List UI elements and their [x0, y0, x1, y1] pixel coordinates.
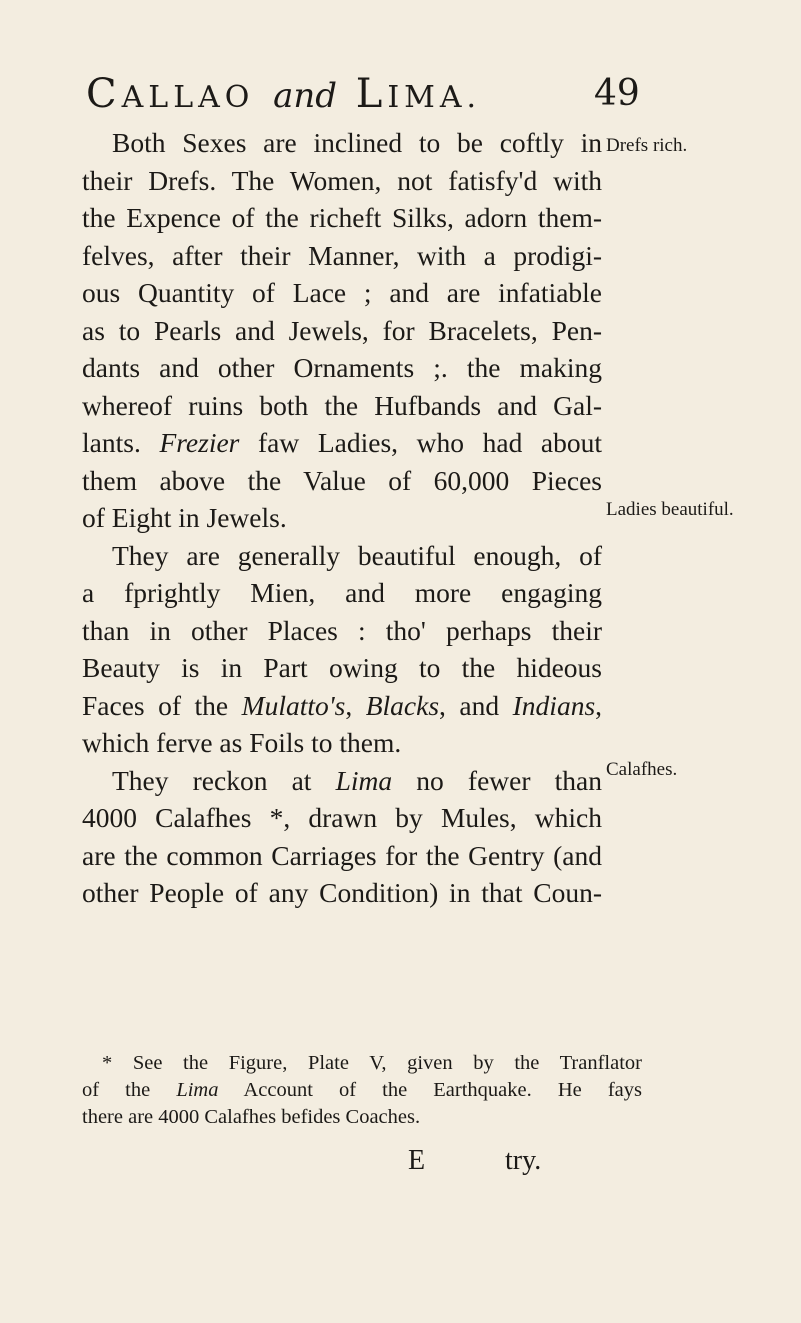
name-frezier: Frezier: [159, 427, 240, 458]
text-line: Both Sexes are inclined to be coftly in: [112, 127, 602, 158]
text-line: of Eight in Jewels.: [82, 502, 287, 533]
text-line: Faces of the Mulatto's, Blacks, and Indians,: [82, 689, 603, 721]
footnote-lima: Lima: [176, 1079, 219, 1101]
running-header: [86, 66, 646, 122]
footnote-line: of the Lima Account of the Earthquake. He fays: [82, 1079, 642, 1101]
term-blacks: Blacks: [365, 689, 440, 721]
text-line: lants. Frezier faw Ladies, who had about: [82, 427, 603, 458]
text-line: their Drefs. The Women, not fatisfy'd with: [82, 164, 602, 196]
text-line: the Expence of the richeft Silks, adorn them-: [82, 202, 602, 233]
footnote-line: there are 4000 Calafhes befides Coaches.: [82, 1106, 421, 1128]
text-line: are the common Carriages for the Gentry (and: [82, 839, 602, 871]
margin-note-ladies: Ladies beautiful.: [606, 499, 734, 520]
margin-note-dress: Drefs rich.: [606, 135, 688, 156]
text-line: Beauty is in Part owing to the hideous: [82, 652, 602, 683]
text-line: a fprightly Mien, and more engaging: [82, 577, 602, 608]
text-line: They reckon at Lima no fewer than: [112, 764, 602, 796]
text-line: ous Quantity of Lace ; and are infatiable: [82, 277, 602, 308]
text-line: than in other Places : tho' perhaps their: [82, 614, 602, 646]
text-line: dants and other Ornaments ;. the making: [82, 352, 602, 383]
page-footer: [0, 1145, 801, 1185]
footnote-line: * See the Figure, Plate V, given by the Tranflator: [102, 1052, 642, 1074]
header-and: and: [273, 76, 338, 116]
body-text: [82, 124, 602, 912]
catchword: try.: [505, 1145, 542, 1176]
text-line: as to Pearls and Jewels, for Bracelets, Pen-: [82, 314, 602, 346]
text-line: which ferve as Foils to them.: [82, 727, 402, 758]
signature-mark: E: [408, 1145, 426, 1176]
text-line: They are generally beautiful enough, of: [112, 539, 602, 571]
text-line: other People of any Condition) in that Coun-: [82, 877, 602, 908]
page-number: 49: [594, 73, 640, 114]
text-line: whereof ruins both the Hufbands and Gal-: [82, 389, 602, 421]
header-callao: CALLAO: [86, 71, 255, 117]
term-mulattos: Mulatto's: [241, 689, 346, 721]
header-lima: LIMA.: [355, 71, 482, 117]
term-indians: Indians: [512, 689, 596, 721]
footnote: [82, 1050, 642, 1131]
place-lima: Lima: [335, 764, 393, 796]
margin-note-calashes: Calafhes.: [606, 759, 678, 780]
text-line: felves, after their Manner, with a prodigi-: [82, 239, 602, 271]
text-line: them above the Value of 60,000 Pieces: [82, 464, 602, 496]
text-line: 4000 Calafhes *, drawn by Mules, which: [82, 802, 602, 833]
